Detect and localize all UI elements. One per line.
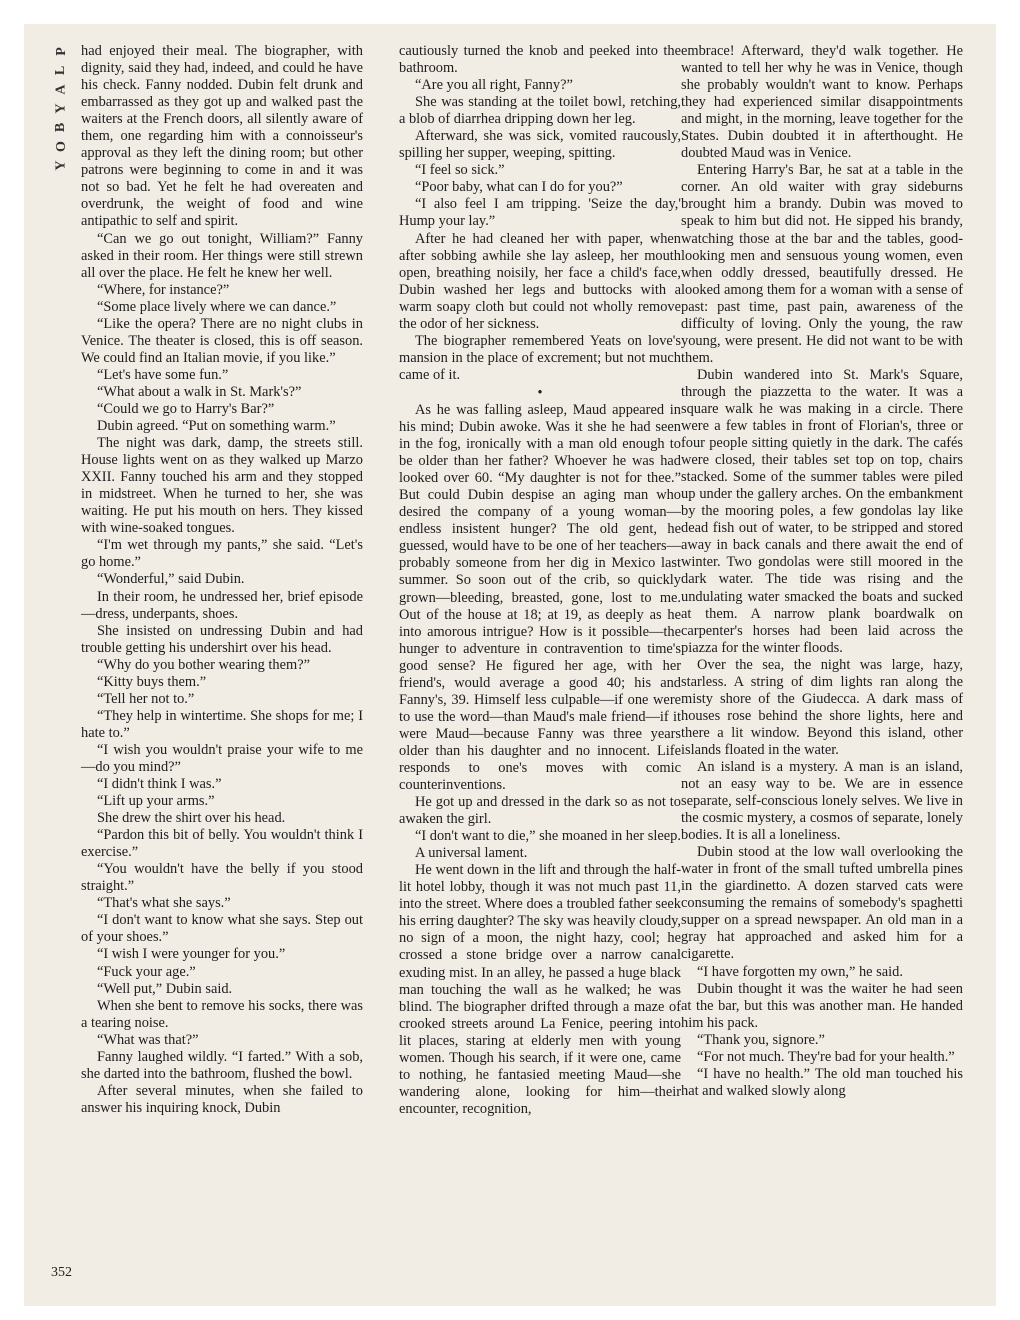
paragraph: “Are you all right, Fanny?”	[415, 77, 573, 94]
paragraph: After he had cleaned her with paper, when after sobbing awhile she lay asleep, her mouth open, breathing noisily, her face a child's face, Dubin washed her legs and buttocks with a warm soapy cloth but could not wholly remove the odor of her sickness.	[399, 230, 681, 332]
paragraph: “Like the opera? There are no night clubs in Venice. The theater is closed, this is off season. We could find an Italian movie, if you like.”	[81, 315, 363, 366]
paragraph: “Can we go out tonight, William?” Fanny asked in their room. Her things were still strewn all over the place. He felt he knew her well.	[81, 230, 363, 281]
sidebar-letter: A	[53, 84, 69, 95]
paragraph: He got up and dressed in the dark so as not to awaken the girl.	[399, 794, 681, 828]
paragraph: “I didn't think I was.”	[97, 776, 222, 793]
paragraph: “Kitty buys them.”	[97, 673, 207, 690]
paragraph: “I'm wet through my pants,” she said. “Let's go home.”	[81, 537, 363, 571]
paragraph: Dubin wandered into St. Mark's Square, through the piazzetta to the water. It was a square walk he was making in a circle. There were a few tables in front of Florian's, three or four people sitting quietly in the dark. The cafés were closed, their tables set top on top, chairs stacked. Some of the summer tables were piled up under the gallery arches. On the embankment by the mooring poles, a few gondolas lay like dead fish out of water, to be stripped and stored away in back canals and there await the end of winter. Two gondolas were still moored in the dark water. The tide was rising and the undulating water smacked the boats and sucked at them. A narrow plank boardwalk on carpenter's horses had been laid across the piazza for the winter floods.	[681, 366, 963, 656]
section-break: •	[537, 384, 543, 401]
paragraph: “For not much. They're bad for your health.”	[697, 1048, 955, 1065]
magazine-sidebar-title	[50, 42, 72, 175]
paragraph: In their room, he undressed her, brief episode—dress, underpants, shoes.	[81, 588, 363, 622]
paragraph: Dubin agreed. “Put on something warm.”	[97, 418, 336, 435]
paragraph: “I also feel I am tripping. 'Seize the day,' Hump your lay.”	[399, 196, 681, 230]
paragraph: He went down in the lift and through the half-lit hotel lobby, though it was not much past 11, into the street. Where does a troubled father seek his erring daughter? The sky was heavily cloudy, no sign of a moon, the night hazy, cool; he crossed a stone bridge over a narrow canal exuding mist. In an alley, he passed a huge black man touching the wall as he walked; he was blind. The biographer drifted through a maze of crooked streets around La Fenice, peering into lit places, staring at elderly men with young women. Though his search, if it were one, came to nothing, he fantasied meeting Maud—she wandering alone, looking for him—their encounter, recognition,	[399, 862, 681, 1117]
paragraph: “Poor baby, what can I do for you?”	[415, 179, 623, 196]
paragraph: “Could we go to Harry's Bar?”	[97, 400, 275, 417]
sidebar-letter: O	[53, 141, 69, 152]
paragraph: “What about a walk in St. Mark's?”	[97, 383, 302, 400]
paragraph: “What was that?”	[97, 1031, 199, 1048]
paragraph: “I have no health.” The old man touched his hat and walked slowly along	[681, 1065, 963, 1099]
paragraph: “I don't want to die,” she moaned in her sleep.	[415, 828, 681, 845]
paragraph: A universal lament.	[415, 845, 528, 862]
paragraph: When she bent to remove his socks, there was a tearing noise.	[81, 997, 363, 1031]
paragraph: After several minutes, when she failed to answer his inquiring knock, Dubin	[81, 1082, 363, 1116]
paragraph: “That's what she says.”	[97, 895, 231, 912]
text-column-1	[81, 43, 363, 1117]
paragraph: She insisted on undressing Dubin and had trouble getting his undershirt over his head.	[81, 622, 363, 656]
page-number: 352	[51, 1265, 72, 1280]
text-column-3	[681, 43, 963, 1100]
paragraph: “I wish you wouldn't praise your wife to me—do you mind?”	[81, 741, 363, 775]
paragraph: “I feel so sick.”	[415, 162, 505, 179]
paragraph: “You wouldn't have the belly if you stood straight.”	[81, 861, 363, 895]
paragraph: “I don't want to know what she says. Step out of your shoes.”	[81, 912, 363, 946]
paragraph: Entering Harry's Bar, he sat at a table in the corner. An old waiter with gray sideburns brought him a brandy. Dubin was moved to speak to him but did not. He sipped his brandy, watching those at the bar and the tables, good-looking men and sensuous young women, even when oddly dressed, beautifully dressed. He looked among them for a woman with a sense of past: past time, past pain, awareness of the difficulty of loving. Only the young, the raw young, were present. He did not want to be with them.	[681, 162, 963, 366]
paragraph: “Let's have some fun.”	[97, 366, 229, 383]
paragraph: “Why do you bother wearing them?”	[97, 656, 310, 673]
paragraph: The night was dark, damp, the streets still. House lights went on as they walked up Marzo XXII. Fanny touched his arm and they stopped in midstreet. When he turned to her, she was waiting. He put his mouth on hers. They kissed with wine-soaked tongues.	[81, 435, 363, 537]
sidebar-letter: B	[53, 122, 69, 133]
paragraph: “Well put,” Dubin said.	[97, 980, 233, 997]
sidebar-letter: P	[53, 47, 69, 56]
paragraph: Fanny laughed wildly. “I farted.” With a sob, she darted into the bathroom, flushed the bowl.	[81, 1048, 363, 1082]
paragraph: had enjoyed their meal. The biographer, with dignity, said they had, indeed, and could he have his check. Fanny nodded. Dubin felt drunk and embarrassed as they got up and walked past the waiters at the French doors, all silently aware of them, one regarding him with a connoisseur's approval as they left the dining room; but other patrons were beginning to come in and it was not so bad. Yet he felt he had overeaten and overdrunk, the weight of food and wine antipathic to self and spirit.	[81, 43, 363, 230]
paragraph: “Fuck your age.”	[97, 963, 196, 980]
paragraph: Afterward, she was sick, vomited raucously, spilling her supper, weeping, spitting.	[399, 128, 681, 162]
paragraph: The biographer remembered Yeats on love's mansion in the place of excrement; but not much came of it.	[399, 332, 681, 383]
paragraph: “Lift up your arms.”	[97, 793, 215, 810]
sidebar-letter: Y	[53, 160, 69, 171]
paragraph: As he was falling asleep, Maud appeared in his mind; Dubin awoke. Was it she he had seen in the fog, ironically with a man old enough to be older than her father? Whoever he was had looked over 60. “My daughter is not for thee.” But could Dubin despise an aging man who desired the company of a young woman—endless insistent hunger? The old gent, he guessed, would have to be one of her teachers—probably someone from her dig in Mexico last summer. So soon out of the crib, so quickly grown—bleeding, breasted, gone, lost to me. Out of the house at 18; at 19, as deeply as he into amorous intrigue? How is it possible—the hunger to adventure in contravention to time's good sense? He figured her age, with her friend's, would average a good 40; his and Fanny's, 39. Himself less culpable—if one were to use the word—than Maud's male friend—if it were Maud—because Fanny was three years older than his daughter and no innocent. Life responds to one's moves with comic counterinventions.	[399, 401, 681, 794]
paragraph: Over the sea, the night was large, hazy, starless. A string of dim lights ran along the misty shore of the Giudecca. A dark mass of houses rose behind the shore lights, here and there a lit window. Beyond this island, other islands floated in the water.	[681, 656, 963, 758]
paragraph: “Pardon this bit of belly. You wouldn't think I exercise.”	[81, 827, 363, 861]
paragraph: “Some place lively where we can dance.”	[97, 298, 337, 315]
paragraph: “I have forgotten my own,” he said.	[697, 963, 903, 980]
paragraph: “Where, for instance?”	[97, 281, 230, 298]
paragraph: She drew the shirt over his head.	[97, 810, 286, 827]
paragraph: cautiously turned the knob and peeked into the bathroom.	[399, 43, 681, 77]
text-column-2	[399, 43, 681, 1118]
paragraph: An island is a mystery. A man is an island, not an easy way to be. We are in essence separate, self-conscious lonely selves. We live in the cosmic mystery, a cosmos of separate, lonely bodies. It is all a loneliness.	[681, 758, 963, 844]
sidebar-letter: L	[53, 65, 69, 76]
paragraph: “They help in wintertime. She shops for me; I hate to.”	[81, 707, 363, 741]
paragraph: “Wonderful,” said Dubin.	[97, 571, 245, 588]
magazine-page	[24, 24, 996, 1306]
paragraph: “I wish I were younger for you.”	[97, 946, 286, 963]
paragraph: She was standing at the toilet bowl, retching, a blob of diarrhea dripping down her leg.	[399, 94, 681, 128]
paragraph: “Tell her not to.”	[97, 690, 195, 707]
paragraph: “Thank you, signore.”	[697, 1031, 825, 1048]
paragraph: Dubin stood at the low wall overlooking the water in front of the small tufted umbrella pines in the giardinetto. A dozen starved cats were consuming the remains of somebody's spaghetti supper on a spread newspaper. An old man in a gray hat approached and asked him for a cigarette.	[681, 844, 963, 963]
sidebar-letter: Y	[53, 103, 69, 114]
paragraph: embrace! Afterward, they'd walk together. He wanted to tell her why he was in Venice, though she probably wouldn't want to know. Perhaps they had experienced similar disappointments and might, in the morning, leave together for the States. Dubin doubted it in afterthought. He doubted Maud was in Venice.	[681, 43, 963, 162]
paragraph: Dubin thought it was the waiter he had seen at the bar, but this was another man. He handed him his pack.	[681, 980, 963, 1031]
